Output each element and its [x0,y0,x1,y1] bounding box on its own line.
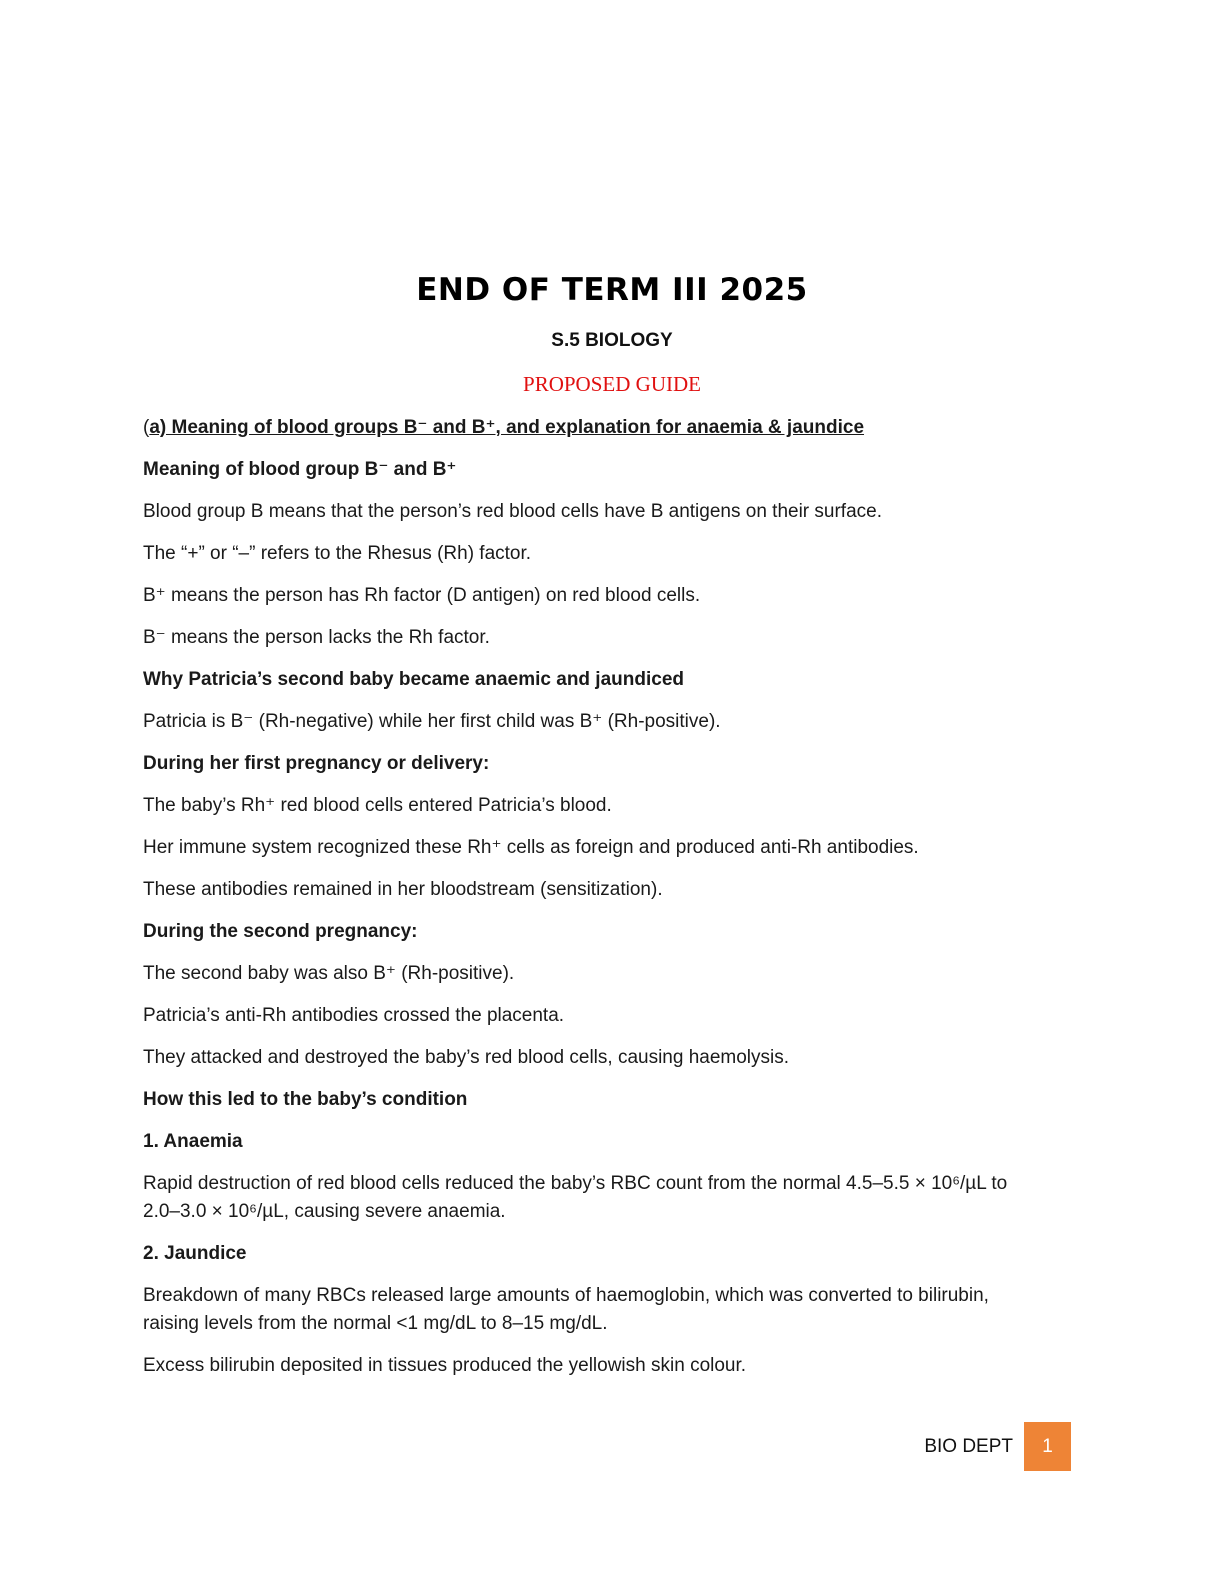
jaundice-heading: 2. Jaundice [143,1243,247,1264]
page-number-badge: 1 [1024,1422,1071,1471]
first-pregnancy-heading: During her first pregnancy or delivery: [143,753,490,774]
footer-department-label: BIO DEPT [924,1435,1013,1457]
second-pregnancy-line: The second baby was also B⁺ (Rh-positive). [143,963,515,984]
anaemia-heading: 1. Anaemia [143,1131,243,1152]
page-footer [924,1422,1071,1471]
second-pregnancy-heading: During the second pregnancy: [143,921,418,942]
why-heading: Why Patricia’s second baby became anaemic and jaundiced [143,669,684,690]
page-subtitle: S.5 BIOLOGY [551,330,673,351]
meaning-line: B⁻ means the person lacks the Rh factor. [143,627,490,648]
first-pregnancy-line: These antibodies remained in her bloodstream (sensitization). [143,879,663,900]
jaundice-text: Breakdown of many RBCs released large amounts of haemoglobin, which was converted to bilirubin, [143,1285,989,1306]
guide-label: PROPOSED GUIDE [523,372,701,396]
section-a-heading-prefix: ( [143,417,150,438]
meaning-heading: Meaning of blood group B⁻ and B⁺ [143,459,457,480]
section-a-heading-text: a) Meaning of blood groups B⁻ and B⁺, and explanation for anaemia & jaundice [149,417,865,438]
meaning-line: The “+” or “–” refers to the Rhesus (Rh) factor. [143,543,532,564]
document-body [143,414,1083,1394]
condition-heading: How this led to the baby’s condition [143,1089,468,1110]
first-pregnancy-line: The baby’s Rh⁺ red blood cells entered Patricia’s blood. [143,795,612,816]
jaundice-text-cont: raising levels from the normal <1 mg/dL to 8–15 mg/dL. [143,1313,608,1334]
jaundice-text-final: Excess bilirubin deposited in tissues produced the yellowish skin colour. [143,1355,747,1376]
meaning-line: Blood group B means that the person’s red blood cells have B antigens on their surface. [143,501,882,522]
meaning-line: B⁺ means the person has Rh factor (D antigen) on red blood cells. [143,585,701,606]
why-line: Patricia is B⁻ (Rh-negative) while her first child was B⁺ (Rh-positive). [143,711,721,732]
second-pregnancy-line: They attacked and destroyed the baby’s red blood cells, causing haemolysis. [143,1047,790,1068]
page-title: END OF TERM III 2025 [416,272,808,308]
second-pregnancy-line: Patricia’s anti-Rh antibodies crossed the placenta. [143,1005,565,1026]
section-a-heading [143,414,1083,442]
first-pregnancy-line: Her immune system recognized these Rh⁺ cells as foreign and produced anti-Rh antibodies. [143,837,919,858]
anaemia-text-cont: 2.0–3.0 × 10⁶/µL, causing severe anaemia. [143,1201,506,1222]
anaemia-text: Rapid destruction of red blood cells reduced the baby’s RBC count from the normal 4.5–5.5 × 10⁶/µL to [143,1173,1008,1194]
